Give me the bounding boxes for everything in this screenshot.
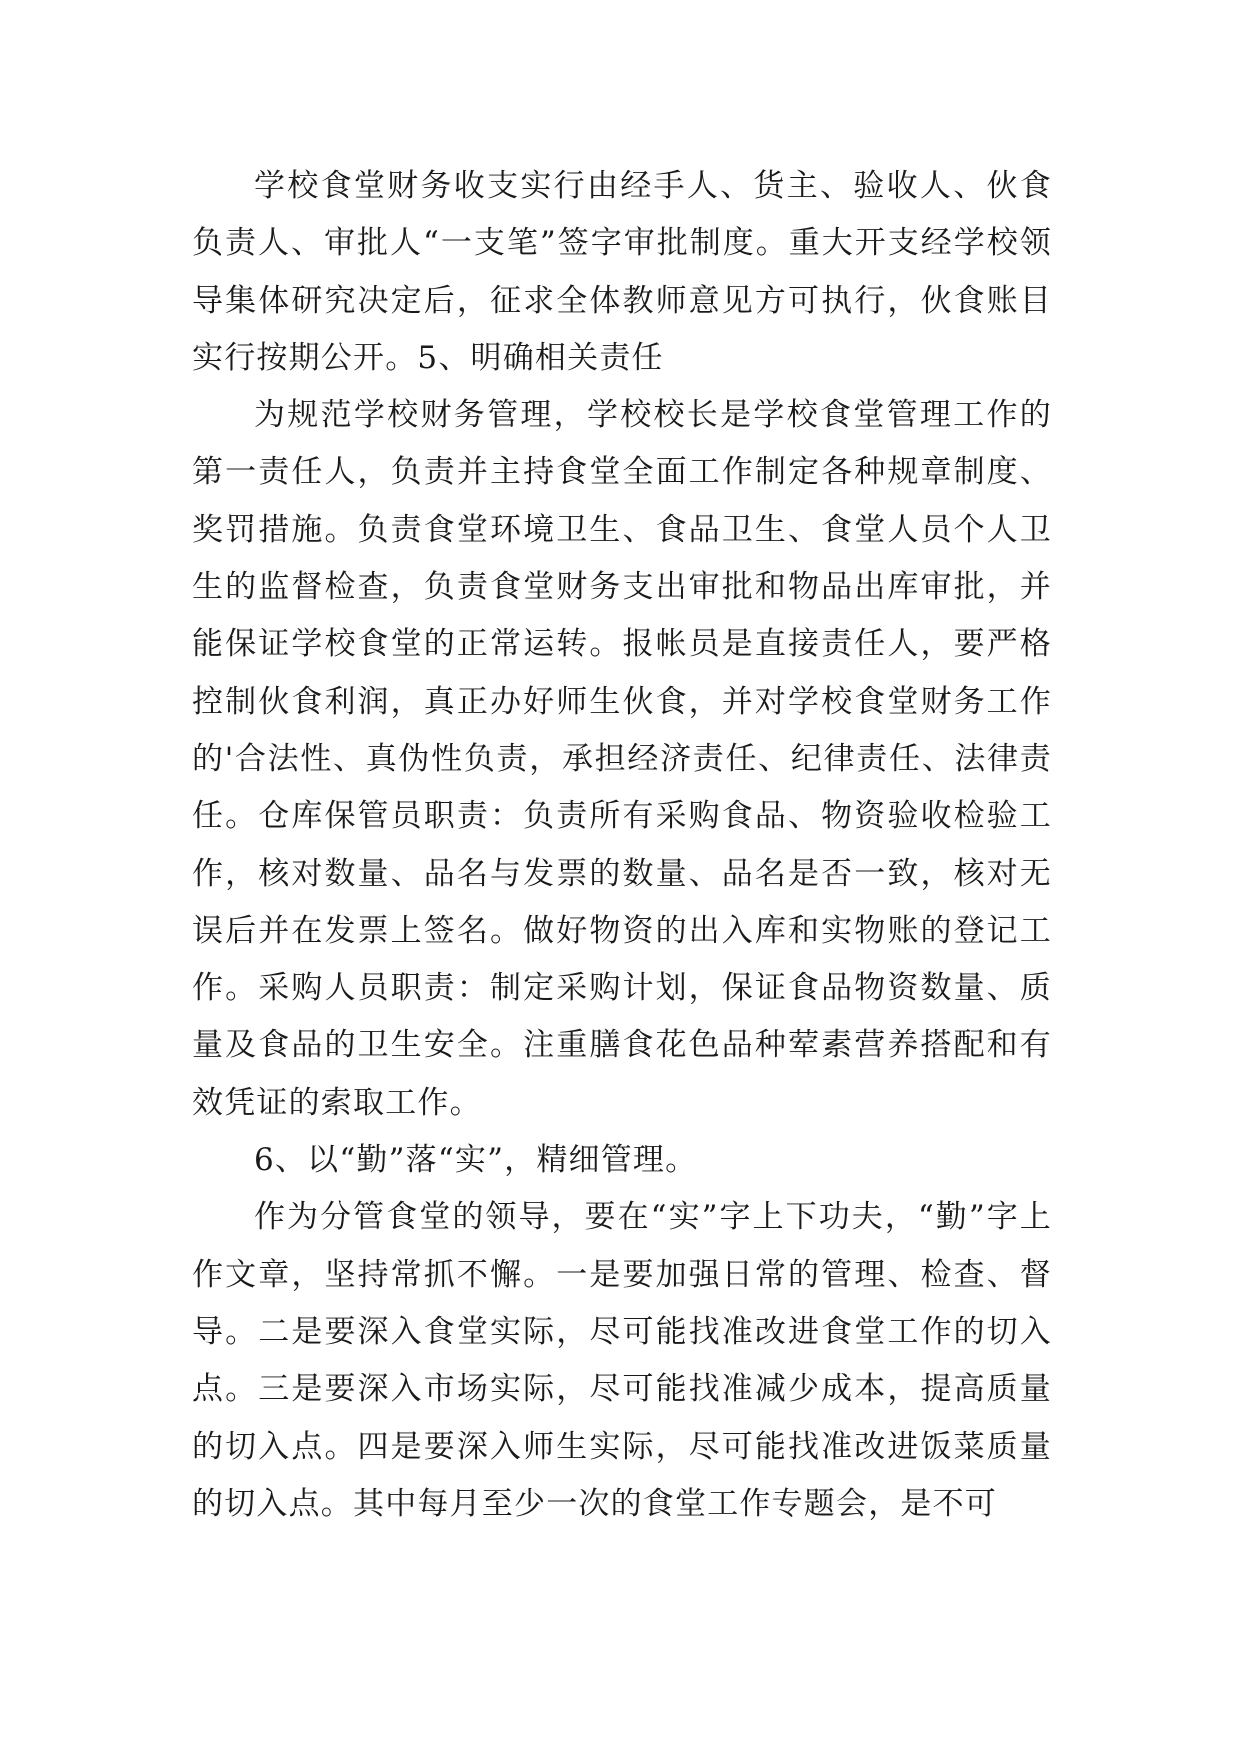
body-text <box>192 158 1052 1533</box>
paragraph-management: 作为分管食堂的领导，要在“实”字上下功夫，“勤”字上作文章，坚持常抓不懈。一是要加强日常的管理、检查、督导。二是要深入食堂实际，尽可能找准改进食堂工作的切入点。三是要深入市场实际，尽可能找准减少成本，提高质量的切入点。四是要深入师生实际，尽可能找准改进饭菜质量的切入点。其中每月至少一次的食堂工作专题会，是不可 <box>192 1199 1052 1522</box>
paragraph-heading-6: 6、以“勤”落“实”，精细管理。 <box>254 1142 698 1179</box>
paragraph-responsibilities: 为规范学校财务管理，学校校长是学校食堂管理工作的第一责任人，负责并主持食堂全面工作制定各种规章制度、奖罚措施。负责食堂环境卫生、食品卫生、食堂人员个人卫生的监督检查，负责食堂财务支出审批和物品出库审批，并能保证学校食堂的正常运转。报帐员是直接责任人，要严格控制伙食利润，真正办好师生伙食，并对学校食堂财务工作的'合法性、真伪性负责，承担经济责任、纪律责任、法律责任。仓库保管员职责：负责所有采购食品、物资验收检验工作，核对数量、品名与发票的数量、品名是否一致，核对无误后并在发票上签名。做好物资的出入库和实物账的登记工作。采购人员职责：制定采购计划，保证食品物资数量、质量及食品的卫生安全。注重膳食花色品种荤素营养搭配和有效凭证的索取工作。 <box>192 397 1052 1121</box>
paragraph-expense-approval: 学校食堂财务收支实行由经手人、货主、验收人、伙食负责人、审批人“一支笔”签字审批制度。重大开支经学校领导集体研究决定后，征求全体教师意见方可执行，伙食账目实行按期公开。5、明确相关责任 <box>192 168 1052 376</box>
